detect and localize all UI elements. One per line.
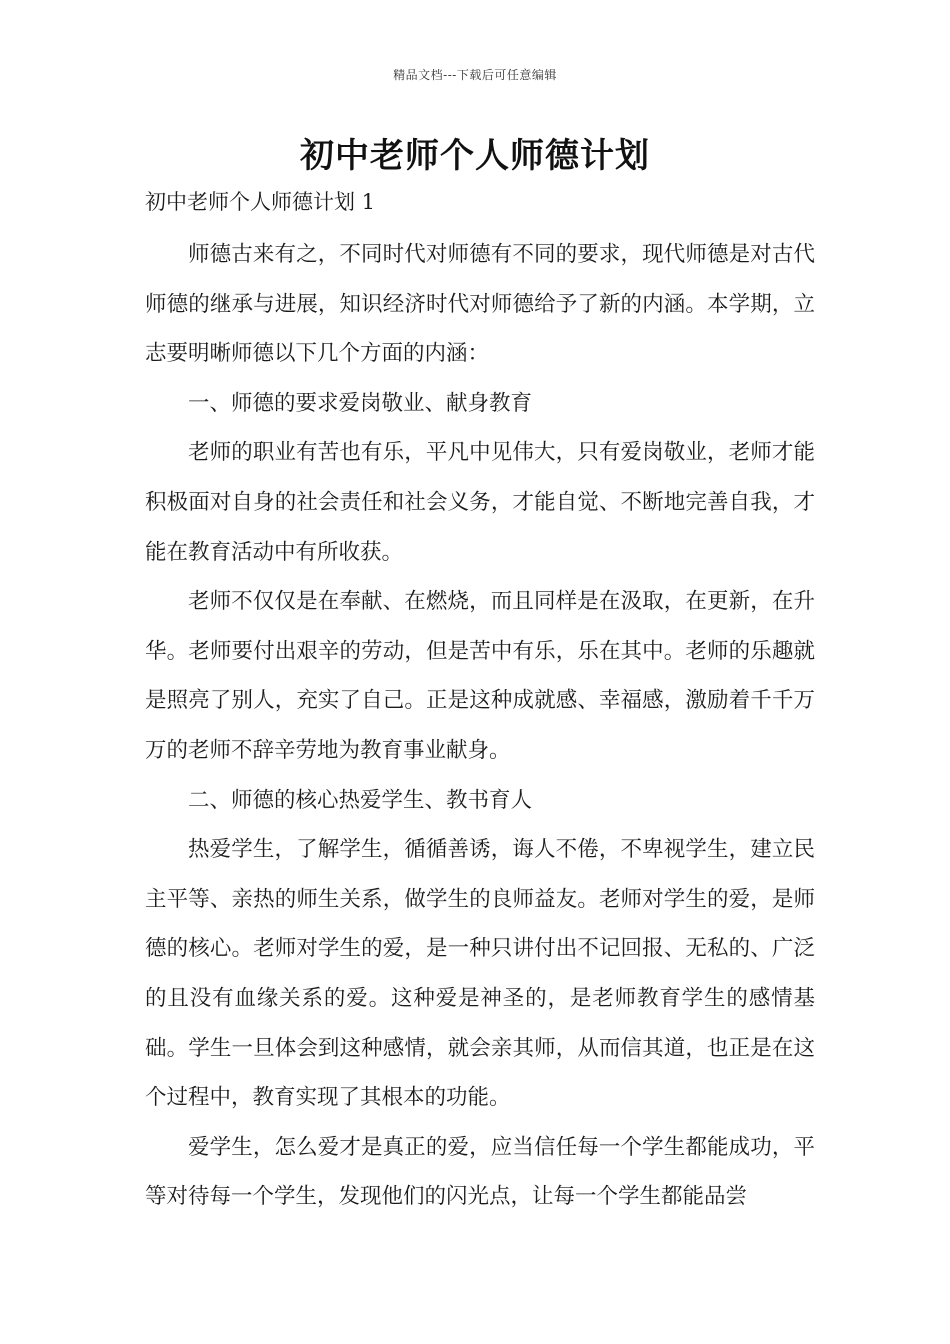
document-body	[145, 230, 815, 1222]
paragraph: 老师的职业有苦也有乐，平凡中见伟大，只有爱岗敬业，老师才能积极面对自身的社会责任和社会义务，才能自觉、不断地完善自我，才能在教育活动中有所收获。	[145, 440, 815, 565]
paragraph: 老师不仅仅是在奉献、在燃烧，而且同样是在汲取，在更新，在升华。老师要付出艰辛的劳动，但是苦中有乐，乐在其中。老师的乐趣就是照亮了别人，充实了自己。正是这种成就感、幸福感，激励着千千万万的老师不辞辛劳地为教育事业献身。	[145, 589, 815, 763]
paragraph: 热爱学生，了解学生，循循善诱，诲人不倦，不卑视学生，建立民主平等、亲热的师生关系，做学生的良师益友。老师对学生的爱，是师德的核心。老师对学生的爱，是一种只讲付出不记回报、无私的、广泛的且没有血缘关系的爱。这种爱是神圣的，是老师教育学生的感情基础。学生一旦体会到这种感情，就会亲其师，从而信其道，也正是在这个过程中，教育实现了其根本的功能。	[145, 837, 815, 1111]
header-note: 精品文档---下载后可任意编辑	[393, 68, 557, 82]
section-heading: 二、师德的核心热爱学生、教书育人	[188, 787, 533, 813]
section-subtitle: 初中老师个人师德计划 1	[145, 190, 376, 214]
paragraph: 爱学生，怎么爱才是真正的爱，应当信任每一个学生都能成功，平等对待每一个学生，发现他们的闪光点，让每一个学生都能品尝	[145, 1134, 815, 1210]
paragraph: 师德古来有之，不同时代对师德有不同的要求，现代师德是对古代师德的继承与进展，知识经济时代对师德给予了新的内涵。本学期，立志要明晰师德以下几个方面的内涵：	[145, 242, 815, 367]
section-heading: 一、师德的要求爱岗敬业、献身教育	[188, 390, 533, 416]
document-title: 初中老师个人师德计划	[300, 136, 650, 176]
